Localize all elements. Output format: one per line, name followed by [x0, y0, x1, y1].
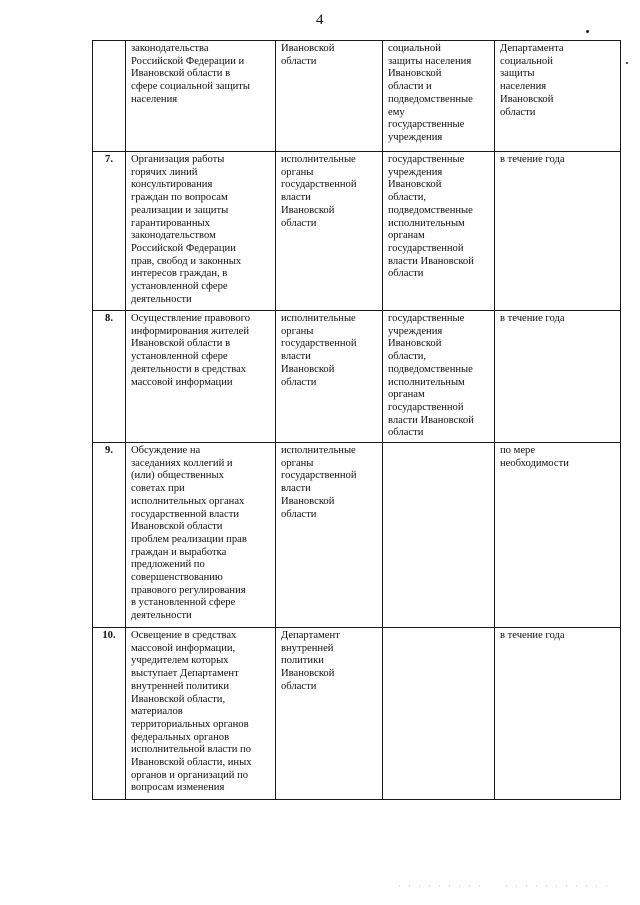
event-cell: Организация работы горячих линий консультирования граждан по вопросам реализации и защиты гарантированных законодательством Российской Федерации прав, свобод и законных интересов граждан, в установленной сфере деятельности [126, 152, 276, 311]
deadline-cell: в течение года [495, 628, 621, 800]
deadline-cell: по мере необходимости [495, 443, 621, 628]
participants-cell: государственные учреждения Ивановской области, подведомственные исполнительным органам государственной власти Ивановской области [383, 152, 495, 311]
scan-speck [586, 30, 589, 33]
row-number: 10. [93, 628, 126, 800]
participants-cell [383, 628, 495, 800]
executor-cell: исполнительные органы государственной власти Ивановской области [276, 152, 383, 311]
event-cell: Осуществление правового информирования жителей Ивановской области в установленной сфере деятельности в средствах массовой информации [126, 311, 276, 443]
row-number: 9. [93, 443, 126, 628]
event-cell: законодательства Российской Федерации и Ивановской области в сфере социальной защиты населения [126, 41, 276, 152]
scan-speck [626, 62, 628, 64]
executor-cell: Департамент внутренней политики Ивановской области [276, 628, 383, 800]
table-row [93, 311, 621, 443]
deadline-cell: в течение года [495, 152, 621, 311]
event-cell: Освещение в средствах массовой информации, учредителем которых выступает Департамент внутренней политики Ивановской области, материалов территориальных органов федеральных органов исполнительной власти по Ивановской области, иных органов и организаций по вопросам изменения [126, 628, 276, 800]
participants-cell: государственные учреждения Ивановской области, подведомственные исполнительным органам государственной власти Ивановской области [383, 311, 495, 443]
participants-cell: социальной защиты населения Ивановской области и подведомственные ему государственные учреждения [383, 41, 495, 152]
row-number [93, 41, 126, 152]
executor-cell: Ивановской области [276, 41, 383, 152]
row-number: 7. [93, 152, 126, 311]
table-row [93, 41, 621, 152]
table-row [93, 443, 621, 628]
table-row [93, 152, 621, 311]
page-number: 4 [316, 12, 324, 28]
scan-artifact: · · · · · · · · · · · [505, 884, 611, 890]
row-number: 8. [93, 311, 126, 443]
scan-artifact: · · · · · · · · · [398, 884, 484, 890]
table-row [93, 628, 621, 800]
executor-cell: исполнительные органы государственной власти Ивановской области [276, 311, 383, 443]
executor-cell: исполнительные органы государственной власти Ивановской области [276, 443, 383, 628]
event-cell: Обсуждение на заседаниях коллегий и (или) общественных советах при исполнительных органах государственной власти Ивановской области проблем реализации прав граждан и выработка предложений по совершенствованию правового регулирования в установленной сфере деятельности [126, 443, 276, 628]
deadline-cell: Департамента социальной защиты населения Ивановской области [495, 41, 621, 152]
deadline-cell: в течение года [495, 311, 621, 443]
measures-table [92, 40, 621, 800]
participants-cell [383, 443, 495, 628]
